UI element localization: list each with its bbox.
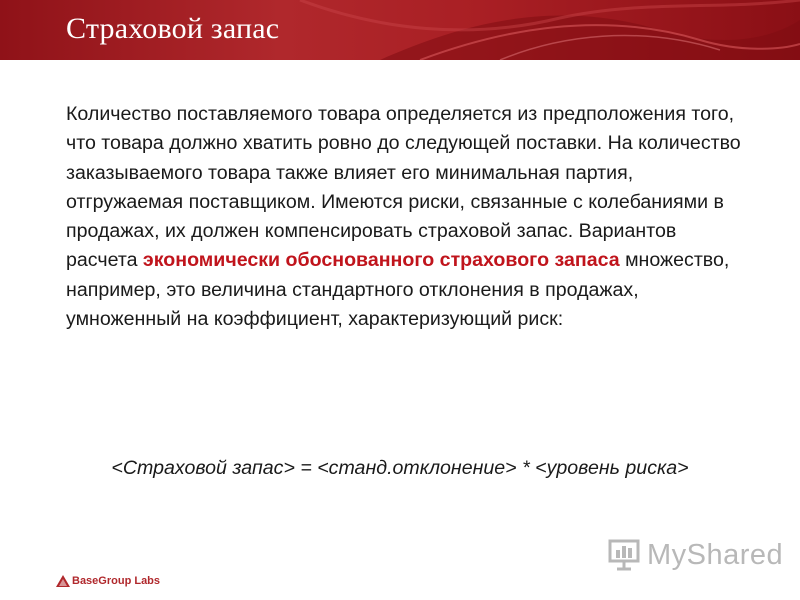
slide-header bbox=[0, 0, 800, 60]
presentation-board-icon bbox=[607, 538, 641, 572]
triangle-logo-icon bbox=[56, 575, 70, 587]
company-name: BaseGroup Labs bbox=[72, 575, 161, 587]
formula-text: <Страховой запас> = <станд.отклонение> * <уровень риска> bbox=[111, 457, 689, 479]
watermark-text: MyShared bbox=[647, 538, 784, 571]
body-text-end: множество, например, это величина стандартного отклонения в продажах, умноженный на коэффициент, характеризующий риск: bbox=[66, 249, 730, 331]
highlight-text: экономически обоснованного страхового запаса bbox=[142, 249, 620, 272]
body-paragraph bbox=[66, 100, 746, 334]
slide-title: Страховой запас bbox=[66, 12, 280, 45]
myshared-watermark bbox=[607, 537, 783, 573]
body-text-start: Количество поставляемого товара определяется из предположения того, что товара должно хватить ровно до следующей поставки. На количество заказываемого товара также влияет его минимальная партия, отгружаемая поставщиком. Имеются риски, связанные с колебаниями в продажах, их должен компенсировать страховой запас. Вариантов расчета bbox=[66, 103, 741, 272]
company-logo bbox=[56, 573, 160, 589]
